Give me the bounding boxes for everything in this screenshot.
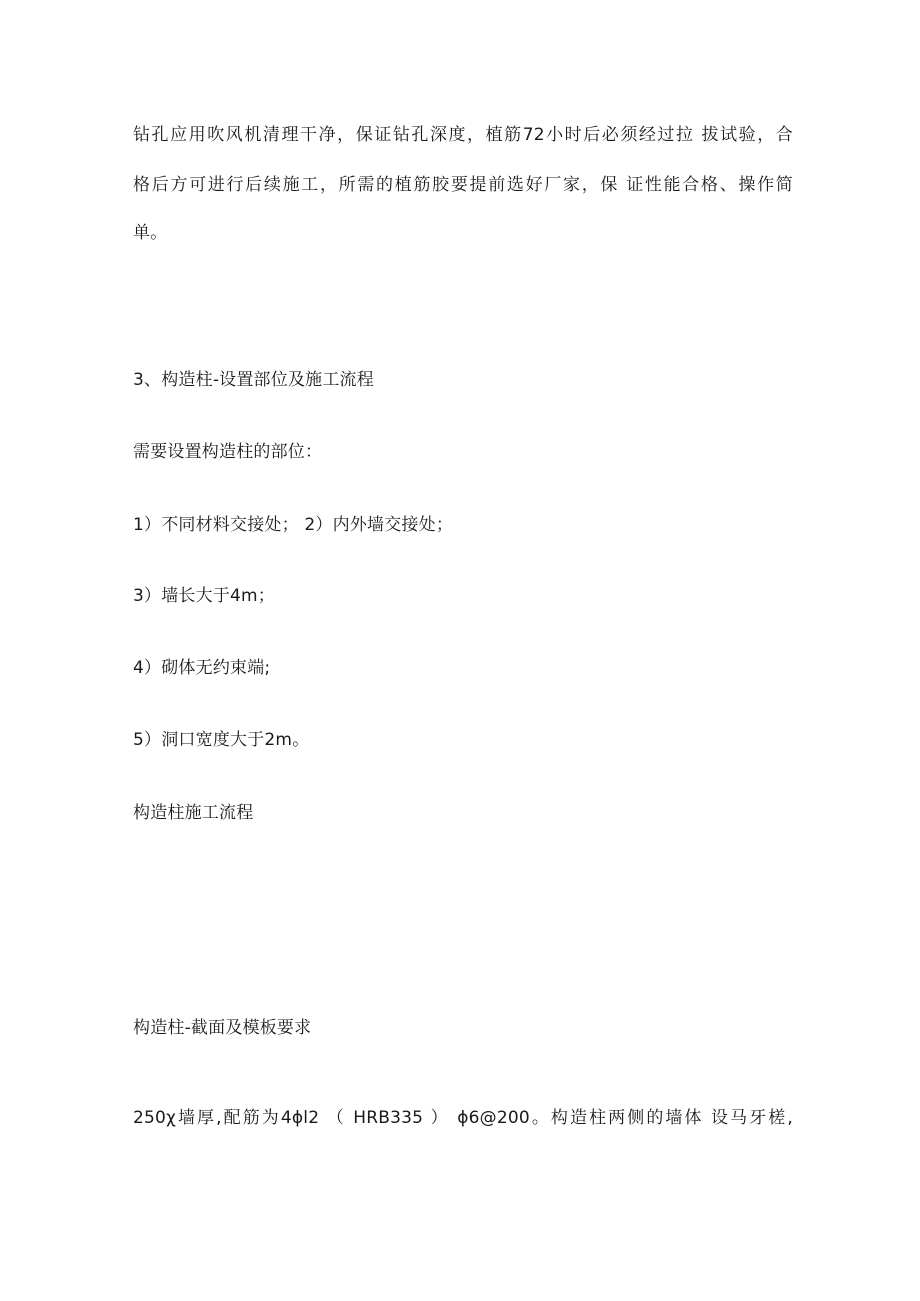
list-item: 1）不同材料交接处； 2）内外墙交接处；: [133, 515, 454, 535]
section-heading: 3、构造柱-设置部位及施工流程: [133, 370, 374, 390]
list-item: 3）墙长大于4m；: [133, 586, 275, 606]
section-intro: 需要设置构造柱的部位：: [133, 442, 323, 462]
list-item: 4）砌体无约束端;: [133, 658, 271, 678]
paragraph-line: 单。: [133, 223, 168, 243]
paragraph-line: 250χ墙厚,配筋为4ɸl2 （ HRB335 ） ɸ6@200。构造柱两侧的墙体 设马牙槎,: [133, 1108, 793, 1128]
paragraph-line: 钻孔应用吹风机清理干净，保证钻孔深度，植筋72小时后必须经过拉 拔试验，合: [133, 125, 793, 145]
subsection-heading: 构造柱-截面及模板要求: [133, 1018, 312, 1038]
paragraph-line: 格后方可进行后续施工，所需的植筋胶要提前选好厂家，保 证性能合格、操作简: [133, 175, 793, 195]
list-item: 5）洞口宽度大于2m。: [133, 730, 310, 750]
subsection-heading: 构造柱施工流程: [133, 803, 254, 823]
